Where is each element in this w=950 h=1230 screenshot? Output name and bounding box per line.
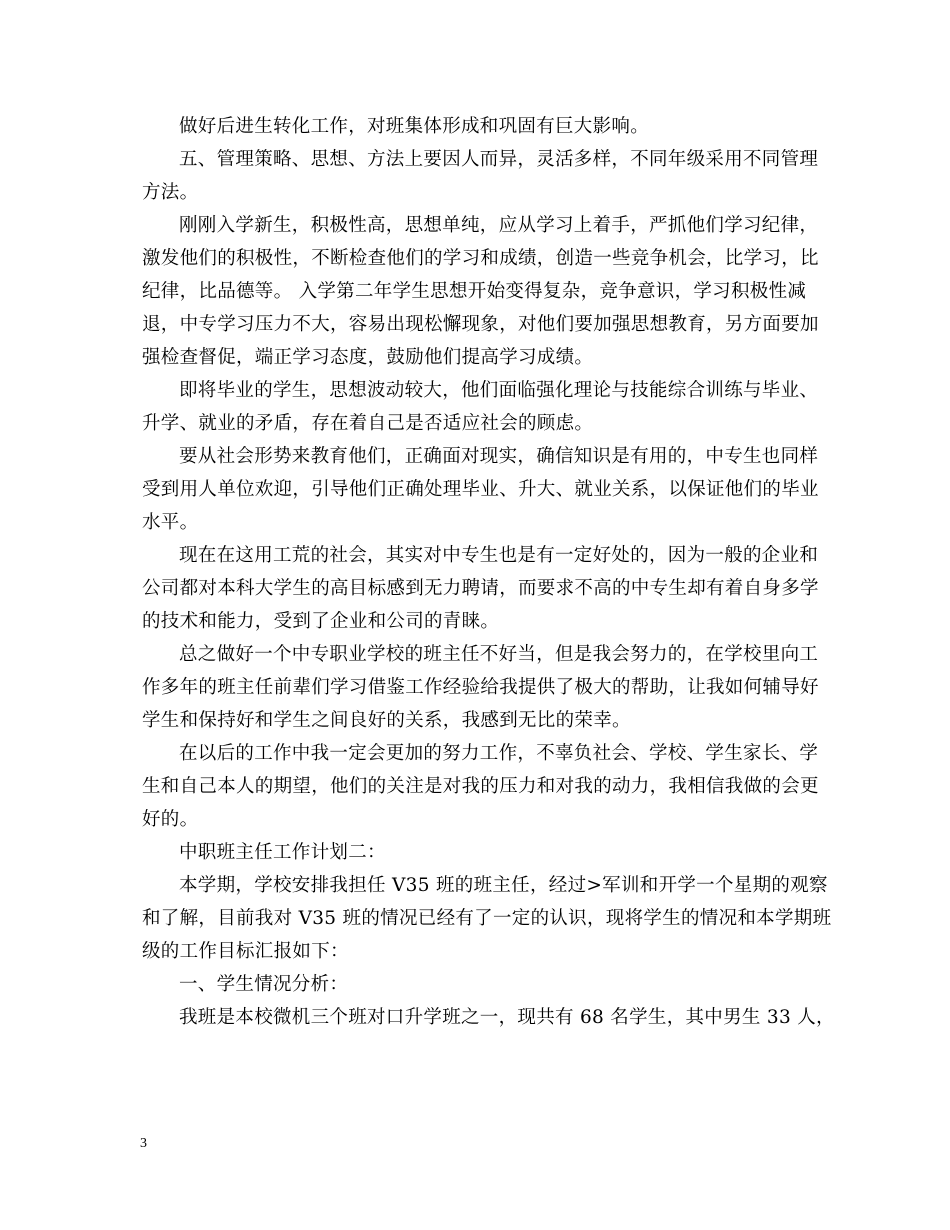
- text-line: 级的工作目标汇报如下：: [142, 941, 349, 962]
- text-line: 即将毕业的学生，思想波动较大，他们面临强化理论与技能综合训练与毕业、: [179, 380, 819, 401]
- paragraph: [142, 869, 832, 968]
- paragraph: [142, 209, 819, 374]
- text-line: 纪律，比品德等。 入学第二年学生思想开始变得复杂，竞争意识，学习积极性减: [142, 281, 807, 302]
- paragraph: [142, 110, 810, 143]
- text-line: 作多年的班主任前辈们学习借鉴工作经验给我提供了极大的帮助，让我如何辅导好: [142, 677, 819, 698]
- text-line: 学生和保持好和学生之间良好的关系，我感到无比的荣幸。: [142, 710, 631, 731]
- text-line: 激发他们的积极性，不断检查他们的学习和成绩，创造一些竞争机会，比学习，比: [142, 248, 819, 269]
- text-line: 一、学生情况分析：: [179, 974, 349, 995]
- text-line: 本学期，学校安排我担任 V35 班的班主任，经过>军训和开学一个星期的观察: [179, 875, 828, 896]
- text-line: 强检查督促，端正学习态度，鼓励他们提高学习成绩。: [142, 347, 594, 368]
- text-line: 水平。: [142, 512, 199, 533]
- text-line: 退，中专学习压力不大，容易出现松懈现象，对他们要加强思想教育，另方面要加: [142, 314, 819, 335]
- text-line: 好的。: [142, 809, 199, 830]
- paragraph: [142, 836, 810, 869]
- text-line: 做好后进生转化工作，对班集体形成和巩固有巨大影响。: [179, 116, 650, 137]
- paragraph: [142, 539, 819, 638]
- text-line: 我班是本校微机三个班对口升学班之一，现共有 68 名学生，其中男生 33 人，: [179, 1007, 835, 1028]
- text-line: 要从社会形势来教育他们，正确面对现实，确信知识是有用的，中专生也同样: [179, 446, 819, 467]
- text-line: 总之做好一个中专职业学校的班主任不好当，但是我会努力的，在学校里向工: [179, 644, 819, 665]
- text-line: 受到用人单位欢迎，引导他们正确处理毕业、升大、就业关系，以保证他们的毕业: [142, 479, 819, 500]
- text-line: 中职班主任工作计划二：: [179, 842, 386, 863]
- paragraph: [142, 440, 819, 539]
- paragraph: [142, 374, 819, 440]
- text-line: 现在在这用工荒的社会，其实对中专生也是有一定好处的，因为一般的企业和: [179, 545, 819, 566]
- text-line: 升学、就业的矛盾，存在着自己是否适应社会的顾虑。: [142, 413, 594, 434]
- paragraph: [142, 737, 819, 836]
- text-line: 和了解，目前我对 V35 班的情况已经有了一定的认识，现将学生的情况和本学期班: [142, 908, 832, 929]
- text-line: 公司都对本科大学生的高目标感到无力聘请，而要求不高的中专生却有着自身多学: [142, 578, 819, 599]
- paragraph: [142, 1001, 835, 1034]
- text-line: 五、管理策略、思想、方法上要因人而异，灵活多样，不同年级采用不同管理: [179, 149, 819, 170]
- paragraph: [142, 638, 819, 737]
- text-line: 在以后的工作中我一定会更加的努力工作，不辜负社会、学校、学生家长、学: [179, 743, 819, 764]
- page-number: 3: [140, 1136, 147, 1151]
- text-line: 生和自己本人的期望，他们的关注是对我的压力和对我的动力，我相信我做的会更: [142, 776, 819, 797]
- document-body: [142, 110, 835, 1034]
- paragraph: [142, 968, 810, 1001]
- text-line: 刚刚入学新生，积极性高，思想单纯，应从学习上着手，严抓他们学习纪律，: [179, 215, 819, 236]
- text-line: 方法。: [142, 182, 199, 203]
- paragraph: [142, 143, 819, 209]
- text-line: 的技术和能力，受到了企业和公司的青睐。: [142, 611, 500, 632]
